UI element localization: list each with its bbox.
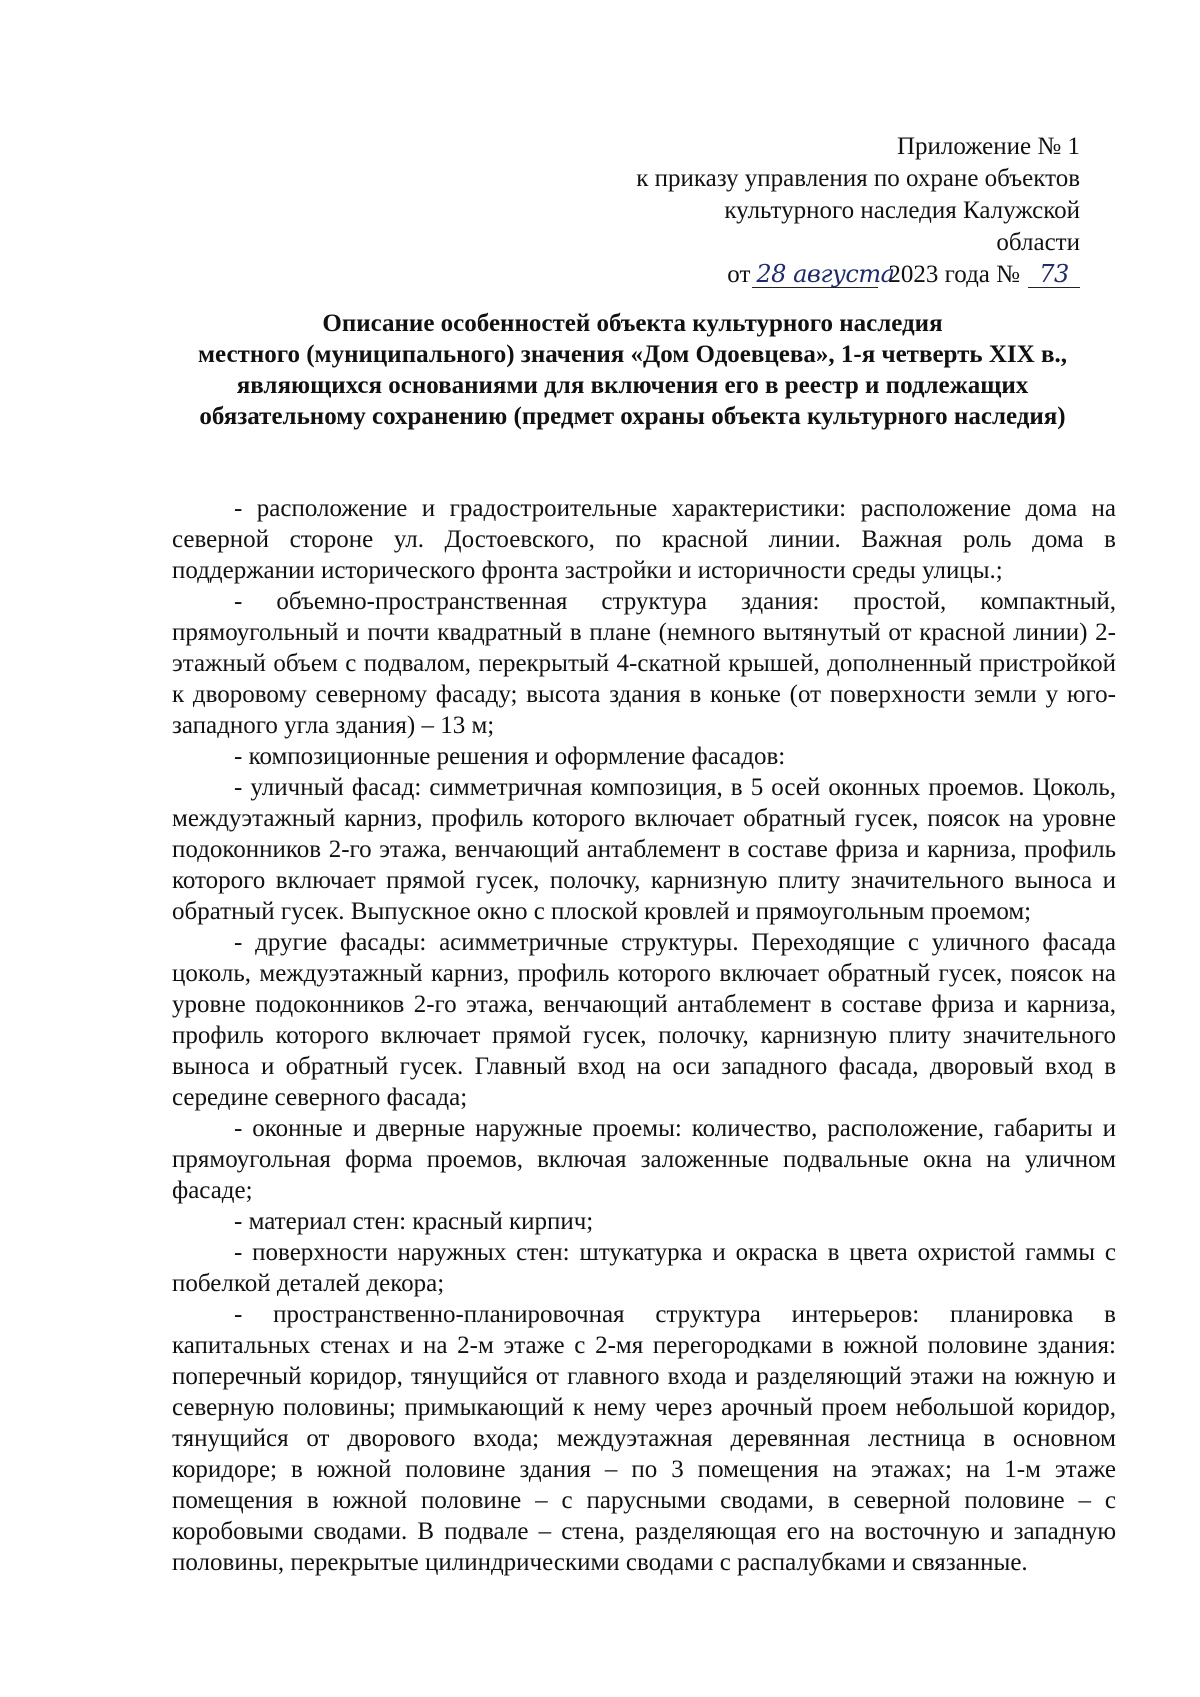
appendix-line-region: области	[996, 229, 1080, 256]
paragraph-wall-surfaces: - поверхности наружных стен: штукатурка и окраска в цвета охристой гаммы с побелкой деталей декора;	[172, 1239, 1116, 1297]
appendix-line-order: к приказу управления по охране объектов	[636, 165, 1080, 192]
document-body	[172, 493, 1116, 1578]
handwritten-order-number: 73	[1028, 261, 1080, 288]
paragraph-openings: - оконные и дверные наружные проемы: количество, расположение, габариты и прямоугольная форма проемов, включая заложенные подвальные окна на уличном фасаде;	[172, 1115, 1116, 1204]
paragraph-wall-material: - материал стен: красный кирпич;	[234, 1208, 594, 1235]
document-title	[150, 308, 1115, 432]
paragraph-facade-composition: - композиционные решения и оформление фасадов:	[234, 743, 786, 770]
appendix-header	[520, 131, 1080, 291]
appendix-line-heritage: культурного наследия Калужской	[724, 197, 1080, 224]
paragraph-volume-structure: - объемно-пространственная структура здания: простой, компактный, прямоугольный и почти квадратный в плане (немного вытянутый от красной линии) 2-этажный объем с подвалом, перекрытый 4-скатной крышей, дополненный пристройкой к дворовому северному фасаду; высота здания в коньке (от поверхности земли у юго-западного угла здания) – 13 м;	[172, 588, 1116, 739]
title-line-2: местного (муниципального) значения «Дом Одоевцева», 1-я четверть XIX в.,	[198, 341, 1067, 368]
order-date-line	[520, 259, 1080, 291]
paragraph-location: - расположение и градостроительные характеристики: расположение дома на северной стороне ул. Достоевского, по красной линии. Важная роль дома в поддержании исторического фронта застройки и историчности среды улицы.;	[172, 495, 1116, 584]
title-line-4: обязательному сохранению (предмет охраны объекта культурного наследия)	[199, 403, 1066, 430]
order-year-label: 2023 года №	[888, 261, 1020, 288]
title-line-1: Описание особенностей объекта культурного наследия	[322, 310, 943, 337]
paragraph-interior-layout: - пространственно-планировочная структура интерьеров: планировка в капитальных стенах и на 2-м этаже с 2-мя перегородками в южной половине здания: поперечный коридор, тянущийся от главного входа и разделяющий этажи на южную и северную половины; примыкающий к нему через арочный проем небольшой коридор, тянущийся от дворового входа; междуэтажная деревянная лестница в основном коридоре; в южной половине здания – по 3 помещения на этажах; на 1-м этаже помещения в южной половине – с парусными сводами, в северной половине – с коробовыми сводами. В подвале – стена, разделяющая его на восточную и западную половины, перекрытые цилиндрическими сводами с распалубками и связанные.	[172, 1301, 1116, 1576]
title-line-3: являющихся основаниями для включения его в реестр и подлежащих	[236, 372, 1029, 399]
appendix-title: Приложение № 1	[896, 133, 1080, 160]
paragraph-street-facade: - уличный фасад: симметричная композиция, в 5 осей оконных проемов. Цоколь, междуэтажный карниз, профиль которого включает обратный гусек, поясок на уровне подоконников 2-го этажа, венчающий антаблемент в составе фриза и карниза, профиль которого включает прямой гусек, полочку, карнизную плиту значительного выноса и обратный гусек. Выпускное окно с плоской кровлей и прямоугольным проемом;	[172, 774, 1116, 925]
paragraph-other-facades: - другие фасады: асимметричные структуры. Переходящие с уличного фасада цоколь, междуэтажный карниз, профиль которого включает обратный гусек, поясок на уровне подоконников 2-го этажа, венчающий антаблемент в составе фриза и карниза, профиль которого включает прямой гусек, полочку, карнизную плиту значительного выноса и обратный гусек. Главный вход на оси западного фасада, дворовый вход в середине северного фасада;	[172, 929, 1116, 1111]
date-prefix: от	[727, 261, 751, 288]
handwritten-date: 28 августа	[752, 261, 878, 288]
